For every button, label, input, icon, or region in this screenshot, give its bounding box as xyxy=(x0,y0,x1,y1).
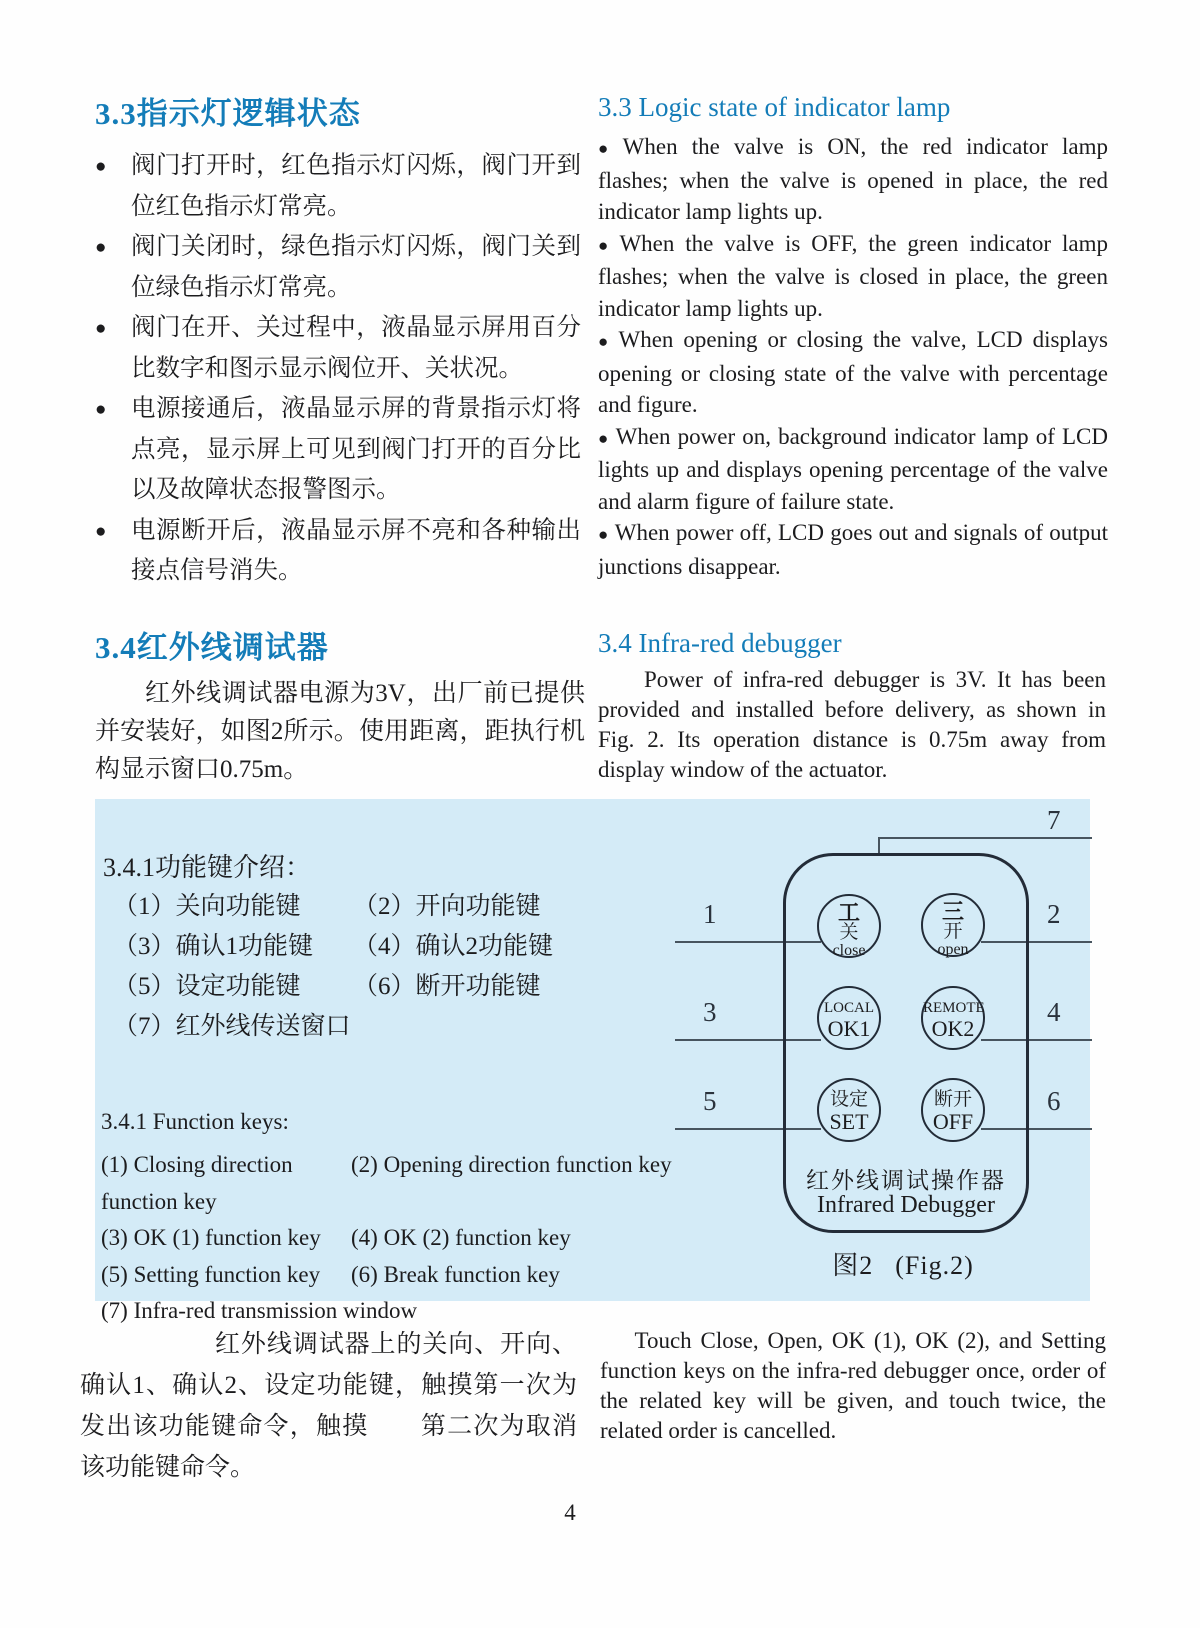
bullet-icon: ● xyxy=(95,399,107,420)
button-label-top: 设定 xyxy=(829,1089,868,1110)
list-row xyxy=(101,1220,672,1257)
figure-caption-en: (Fig.2) xyxy=(895,1251,974,1280)
button-label-en: open xyxy=(937,941,969,958)
bullet-icon: ● xyxy=(598,139,617,158)
list-item-text: When opening or closing the valve, LCD displays opening or closing state of the valve with percentage and figure. xyxy=(598,327,1108,417)
callout-number-1: 1 xyxy=(703,899,717,929)
list-item xyxy=(598,517,1108,582)
bullet-icon: ● xyxy=(95,318,107,339)
bullet-icon: ● xyxy=(598,235,614,255)
section-3-3-en-heading: 3.3 Logic state of indicator lamp xyxy=(598,92,951,122)
callout-line-7 xyxy=(878,837,1092,839)
key-item: (1) Closing direction function key xyxy=(101,1152,293,1214)
remote-label-cn: 红外线调试操作器 xyxy=(806,1168,1006,1193)
remote-button-close xyxy=(817,894,881,958)
closing-paragraph-cn: 红外线调试器上的关向、开向、确认1、确认2、设定功能键，触摸第一次为发出该功能键命令，触摸 第二次为取消该功能键命令。 xyxy=(80,1331,577,1481)
remote-button-ok2 xyxy=(921,986,985,1050)
bullet-icon: ● xyxy=(95,237,107,258)
callout-number-4: 4 xyxy=(1047,997,1061,1027)
page-number: 4 xyxy=(564,1500,576,1525)
list-row xyxy=(113,967,553,1007)
list-row xyxy=(113,1007,553,1047)
section-3-3-english xyxy=(598,92,1108,582)
button-label-en: close xyxy=(832,942,866,959)
function-keys-en-list xyxy=(101,1147,672,1330)
key-item: (7) Infra-red transmission window xyxy=(101,1298,418,1323)
list-item-text: 阀门关闭时，绿色指示灯闪烁，阀门关到位绿色指示灯常亮。 xyxy=(131,233,581,301)
section-3-4-cn-heading: 3.4红外线调试器 xyxy=(95,630,329,665)
list-item xyxy=(95,389,581,511)
key-item: （5）设定功能键 xyxy=(113,973,301,1000)
section-3-4-cn-body: 红外线调试器电源为3V，出厂前已提供并安装好，如图2所示。使用距离，距执行机构显示窗口0.75m。 xyxy=(95,680,585,783)
callout-number-6: 6 xyxy=(1047,1086,1061,1116)
function-keys-en-title: 3.4.1 Function keys: xyxy=(101,1109,289,1134)
key-item: （4）确认2功能键 xyxy=(353,933,554,960)
list-item xyxy=(598,131,1108,228)
list-item-text: When the valve is ON, the red indicator lamp flashes; when the valve is opened in place, the red indicator lamp lights up. xyxy=(598,134,1108,224)
button-label-top: REMOTE xyxy=(923,1000,985,1016)
key-item: (6) Break function key xyxy=(351,1261,560,1287)
cn-bullet-list xyxy=(95,146,581,592)
key-item: （3）确认1功能键 xyxy=(113,933,314,960)
button-label-bottom: OK2 xyxy=(931,1016,975,1041)
button-label-bottom: OK1 xyxy=(827,1016,871,1041)
list-item-text: 电源断开后，液晶显示屏不亮和各种输出接点信号消失。 xyxy=(131,516,581,584)
key-item: （7）红外线传送窗口 xyxy=(113,1013,351,1040)
key-item: （1）关向功能键 xyxy=(113,893,301,920)
callout-number-2: 2 xyxy=(1047,899,1061,929)
callout-number-3: 3 xyxy=(703,997,717,1027)
close-valve-icon: 工 xyxy=(837,900,860,925)
list-item-text: When power off, LCD goes out and signals of output junctions disappear. xyxy=(598,520,1108,579)
figure-caption xyxy=(771,1245,1035,1282)
list-row xyxy=(101,1257,672,1294)
list-item-text: 阀门在开、关过程中，液晶显示屏用百分比数字和图示显示阀位开、关状况。 xyxy=(131,314,581,382)
bullet-icon: ● xyxy=(95,156,107,177)
list-item xyxy=(95,308,581,389)
list-item xyxy=(95,146,581,227)
figure-2-panel xyxy=(95,799,1090,1323)
button-label-top: 断开 xyxy=(933,1089,972,1110)
section-3-3-chinese xyxy=(95,88,581,592)
bullet-icon: ● xyxy=(598,525,609,544)
callout-number-5: 5 xyxy=(703,1086,717,1116)
list-item xyxy=(95,511,581,592)
remote-button-set xyxy=(817,1078,881,1142)
button-label-cn: 关 xyxy=(839,922,859,943)
list-item-text: When the valve is OFF, the green indicator lamp flashes; when the valve is closed in place, the green indicator lamp lights up. xyxy=(598,230,1108,321)
section-3-4-english xyxy=(598,628,1106,785)
list-item-text: 电源接通后，液晶显示屏的背景指示灯将点亮，显示屏上可见到阀门打开的百分比以及故障状态报警图示。 xyxy=(131,395,581,503)
key-item: （2）开向功能键 xyxy=(353,893,541,920)
section-3-3-cn-heading: 3.3指示灯逻辑状态 xyxy=(95,96,361,131)
key-item: （6）断开功能键 xyxy=(353,973,541,1000)
remote-label-en: Infrared Debugger xyxy=(817,1192,995,1218)
list-item xyxy=(598,421,1108,518)
key-item: (5) Setting function key xyxy=(101,1261,321,1287)
section-3-4-chinese xyxy=(95,622,585,789)
bullet-icon: ● xyxy=(598,428,610,448)
list-row xyxy=(113,927,553,967)
function-keys-cn-title: 3.4.1功能键介绍： xyxy=(103,853,312,882)
key-item: (2) Opening direction function key xyxy=(351,1152,672,1177)
bullet-icon: ● xyxy=(598,332,613,351)
bullet-icon: ● xyxy=(95,520,107,542)
button-label-bottom: OFF xyxy=(932,1109,974,1134)
callout-line-7-connector xyxy=(878,837,880,854)
button-label-cn: 开 xyxy=(943,921,963,942)
function-keys-cn-list xyxy=(113,887,553,1047)
closing-paragraph-en: Touch Close, Open, OK (1), OK (2), and Setting function keys on the infra-red debugger once, order of the related key will be given, and touch twice, the related order is cancelled. xyxy=(600,1328,1106,1443)
figure-caption-cn: 图2 xyxy=(832,1251,874,1280)
list-row xyxy=(113,887,553,927)
list-item xyxy=(598,324,1108,421)
key-item: (3) OK (1) function key xyxy=(101,1225,321,1250)
list-item-text: When power on, background indicator lamp of LCD lights up and displays opening percentage of the valve and alarm figure of failure state. xyxy=(598,423,1108,514)
remote-button-open xyxy=(921,893,985,957)
remote-button-off xyxy=(921,1078,985,1142)
key-item: (4) OK (2) function key xyxy=(351,1225,571,1250)
callout-number-7: 7 xyxy=(1047,805,1061,835)
button-label-top: LOCAL xyxy=(824,1000,874,1016)
section-3-4-en-heading: 3.4 Infra-red debugger xyxy=(598,628,842,658)
list-item xyxy=(95,227,581,308)
remote-button-ok1 xyxy=(817,986,881,1050)
section-3-4-en-body: Power of infra-red debugger is 3V. It has been provided and installed before delivery, as shown in Fig. 2. Its operation distance is 0.75m away from display window of the actuator. xyxy=(598,667,1106,782)
list-item xyxy=(598,228,1108,325)
en-bullet-list xyxy=(598,131,1108,582)
open-valve-icon: 三 xyxy=(941,899,964,924)
list-item-text: 阀门打开时，红色指示灯闪烁，阀门开到位红色指示灯常亮。 xyxy=(131,152,581,220)
list-row xyxy=(101,1147,672,1220)
button-label-bottom: SET xyxy=(829,1109,869,1134)
